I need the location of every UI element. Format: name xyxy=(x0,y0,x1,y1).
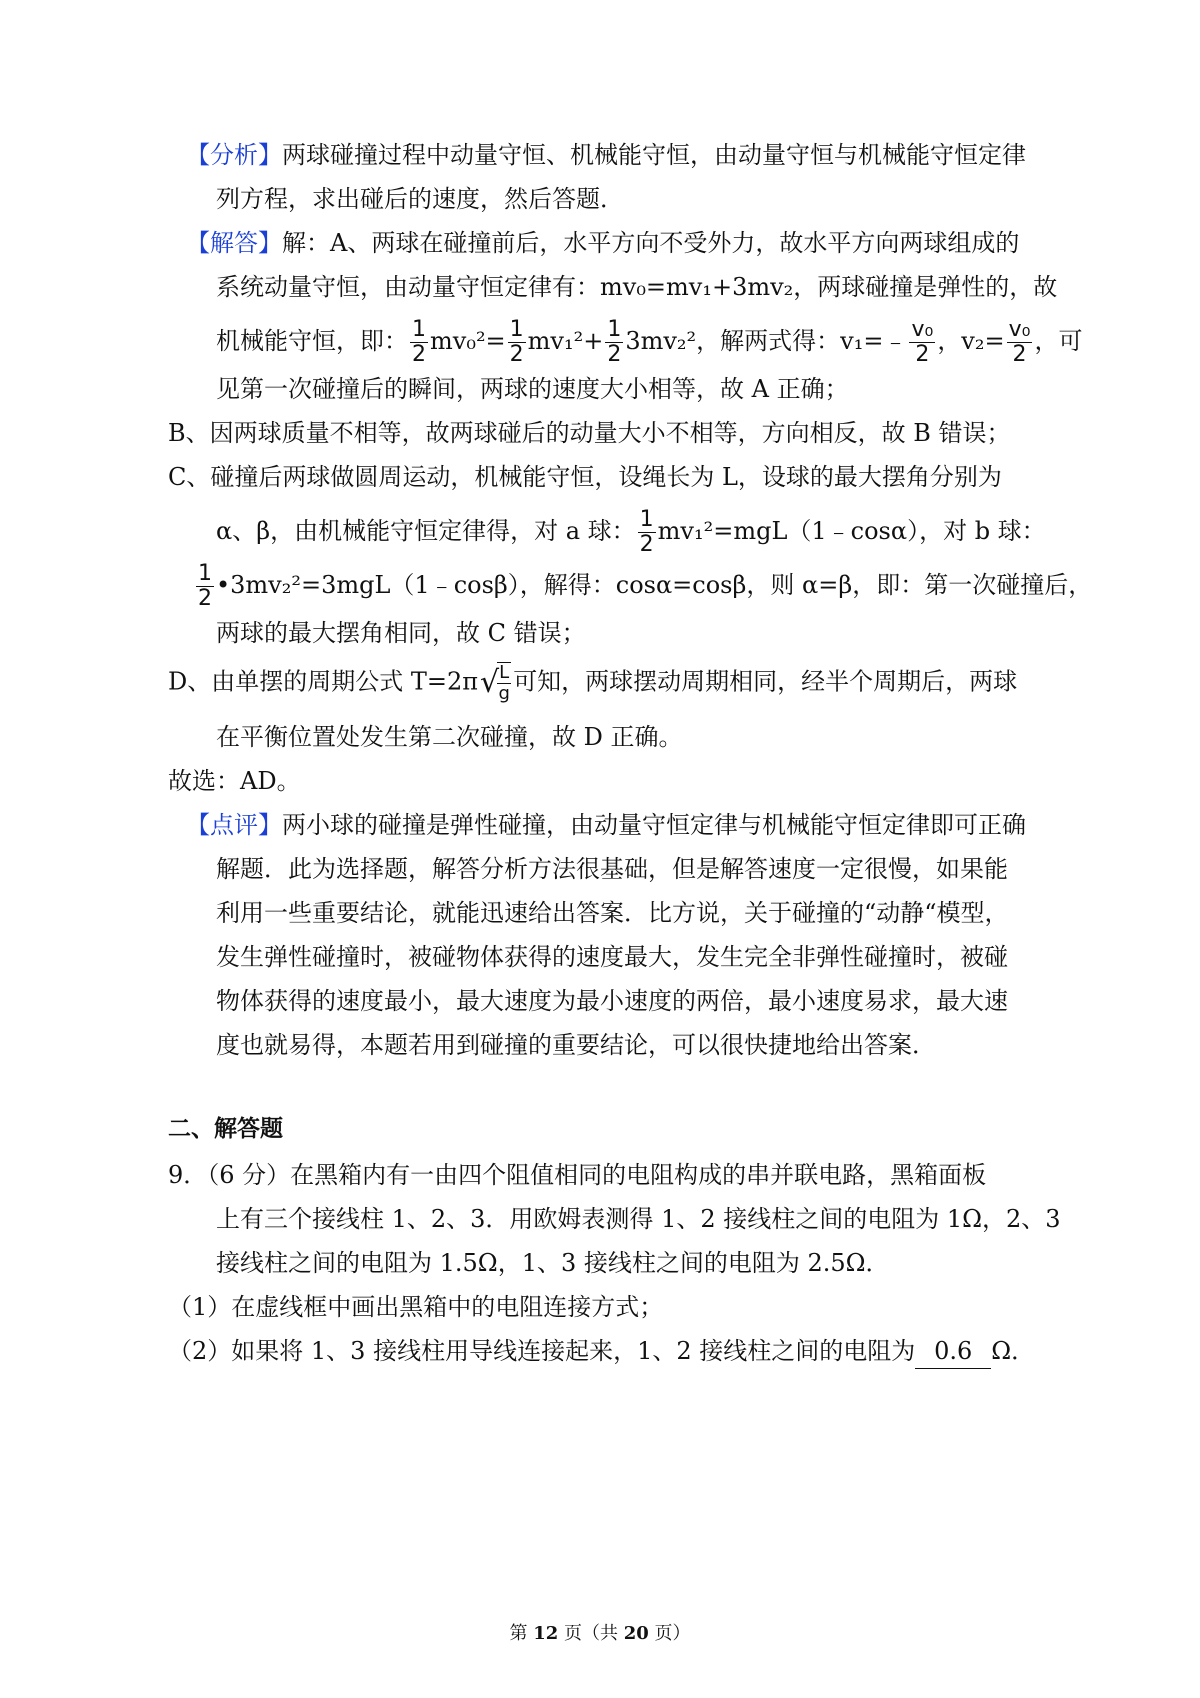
fraction-half: $\frac{1}{2}$ xyxy=(412,317,426,367)
question-9-part-1: （1）在虚线框中画出黑箱中的电阻连接方式； xyxy=(168,1293,664,1321)
answer-c-line-2 xyxy=(216,508,1046,557)
fraction-half: $\frac{1}{2}$ xyxy=(607,317,622,367)
answer-c-line-3 xyxy=(194,562,1092,611)
answer-line-3 xyxy=(216,318,1082,367)
question-9-part-2-suffix: Ω． xyxy=(991,1337,1036,1365)
answer-d-line-1-suffix: 可知，两球摆动周期相同，经半个周期后，两球 xyxy=(513,667,1018,696)
analysis-text-1: 两球碰撞过程中动量守恒、机械能守恒，由动量守恒与机械能守恒定律 xyxy=(282,141,1026,169)
comment-tag: 【点评】 xyxy=(186,811,282,839)
answer-choice: 故选：AD。 xyxy=(168,767,301,795)
page-footer: 第 12 页（共 20 页） xyxy=(509,1623,691,1644)
answer-line-1 xyxy=(186,226,1019,260)
answer-line-2: 系统动量守恒，由动量守恒定律有：mv₀=mv₁+3mv₂，两球碰撞是弹性的，故 xyxy=(216,273,1058,301)
answer-c-line-3-suffix: •3mv₂²=3mgL（1﹣cosβ），解得：cosα=cosβ，则 α=β，即：第一次碰撞后， xyxy=(216,571,1093,599)
total-pages: 20 xyxy=(623,1623,649,1644)
fraction-half: $\frac{1}{2}$ xyxy=(509,317,524,367)
answer-d-line-1 xyxy=(168,662,1017,704)
comment-line-2: 解题．此为选择题，解答分析方法很基础，但是解答速度一定很慢，如果能 xyxy=(216,855,1008,883)
question-9-part-2 xyxy=(168,1334,1035,1369)
answer-text-1: 解：A、两球在碰撞前后，水平方向不受外力，故水平方向两球组成的 xyxy=(282,229,1020,257)
answer-d-line-2: 在平衡位置处发生第二次碰撞，故 D 正确。 xyxy=(216,723,683,751)
analysis-line-2: 列方程，求出碰后的速度，然后答题． xyxy=(216,185,624,213)
comment-text-1: 两小球的碰撞是弹性碰撞，由动量守恒定律与机械能守恒定律即可正确 xyxy=(282,811,1026,839)
answer-d-line-1-prefix: D、由单摆的周期公式 T=2π xyxy=(168,667,479,696)
answer-line-3-suffix: ，可 xyxy=(1034,327,1083,355)
comment-line-1 xyxy=(186,808,1026,842)
analysis-tag: 【分析】 xyxy=(186,141,282,169)
question-9-line-3: 接线柱之间的电阻为 1.5Ω，1、3 接线柱之间的电阻为 2.5Ω． xyxy=(216,1249,890,1277)
fraction-half: $\frac{1}{2}$ xyxy=(198,561,212,611)
question-9-part-2-prefix: （2）如果将 1、3 接线柱用导线连接起来，1、2 接线柱之间的电阻为 xyxy=(168,1337,916,1365)
formula-mv0sq: mv₀²= xyxy=(430,327,506,355)
answer-line-3-prefix: 机械能守恒，即： xyxy=(216,327,408,355)
answer-line-4: 见第一次碰撞后的瞬间，两球的速度大小相等，故 A 正确； xyxy=(216,375,849,403)
section-heading: 二、解答题 xyxy=(168,1116,283,1142)
answer-c-line-2-prefix: α、β，由机械能守恒定律得，对 a 球： xyxy=(216,517,636,545)
answer-c-line-2-suffix: mv₁²=mgL（1﹣cosα），对 b 球： xyxy=(657,517,1046,545)
analysis-line-1 xyxy=(186,138,1026,172)
formula-v2eq: ，v₂= xyxy=(937,327,1005,355)
answer-blank: 0.6 xyxy=(915,1334,991,1369)
comment-line-5: 物体获得的速度最小，最大速度为最小速度的两倍，最小速度易求，最大速 xyxy=(216,987,1008,1015)
comment-line-4: 发生弹性碰撞时，被碰物体获得的速度最大，发生完全非弹性碰撞时，被碰 xyxy=(216,943,1008,971)
formula-mv1sq: mv₁²+ xyxy=(527,327,604,355)
page-number: 12 xyxy=(533,1623,559,1644)
answer-c-line-4: 两球的最大摆角相同，故 C 错误； xyxy=(216,619,586,647)
question-9-line-1: 9．（6 分）在黑箱内有一由四个阻值相同的电阻构成的串并联电路，黑箱面板 xyxy=(168,1161,987,1189)
question-9-line-2: 上有三个接线柱 1、2、3．用欧姆表测得 1、2 接线柱之间的电阻为 1Ω，2、3 xyxy=(216,1205,1061,1233)
formula-mv2sq: 3mv₂² xyxy=(625,327,697,355)
answer-c-line-1: C、碰撞后两球做圆周运动，机械能守恒，设绳长为 L，设球的最大摆角分别为 xyxy=(168,463,1002,491)
comment-line-6: 度也就易得，本题若用到碰撞的重要结论，可以很快捷地给出答案． xyxy=(216,1031,936,1059)
comment-line-3: 利用一些重要结论，就能迅速给出答案．比方说，关于碰撞的“动静“模型， xyxy=(216,899,1009,927)
answer-line-3-mid: ，解两式得：v₁=﹣ xyxy=(696,327,908,355)
fraction-half: $\frac{1}{2}$ xyxy=(639,507,654,557)
answer-b-line: B、因两球质量不相等，故两球碰后的动量大小不相等，方向相反，故 B 错误； xyxy=(168,419,1011,447)
fraction-v0-over-2: $\frac{\text{v₀}}{2}$ xyxy=(911,317,934,367)
answer-tag: 【解答】 xyxy=(186,229,282,257)
fraction-v0-over-2: $\frac{\text{v₀}}{2}$ xyxy=(1008,317,1031,367)
sqrt-l-over-g: √ $\frac{L}{g}$ xyxy=(480,662,510,704)
